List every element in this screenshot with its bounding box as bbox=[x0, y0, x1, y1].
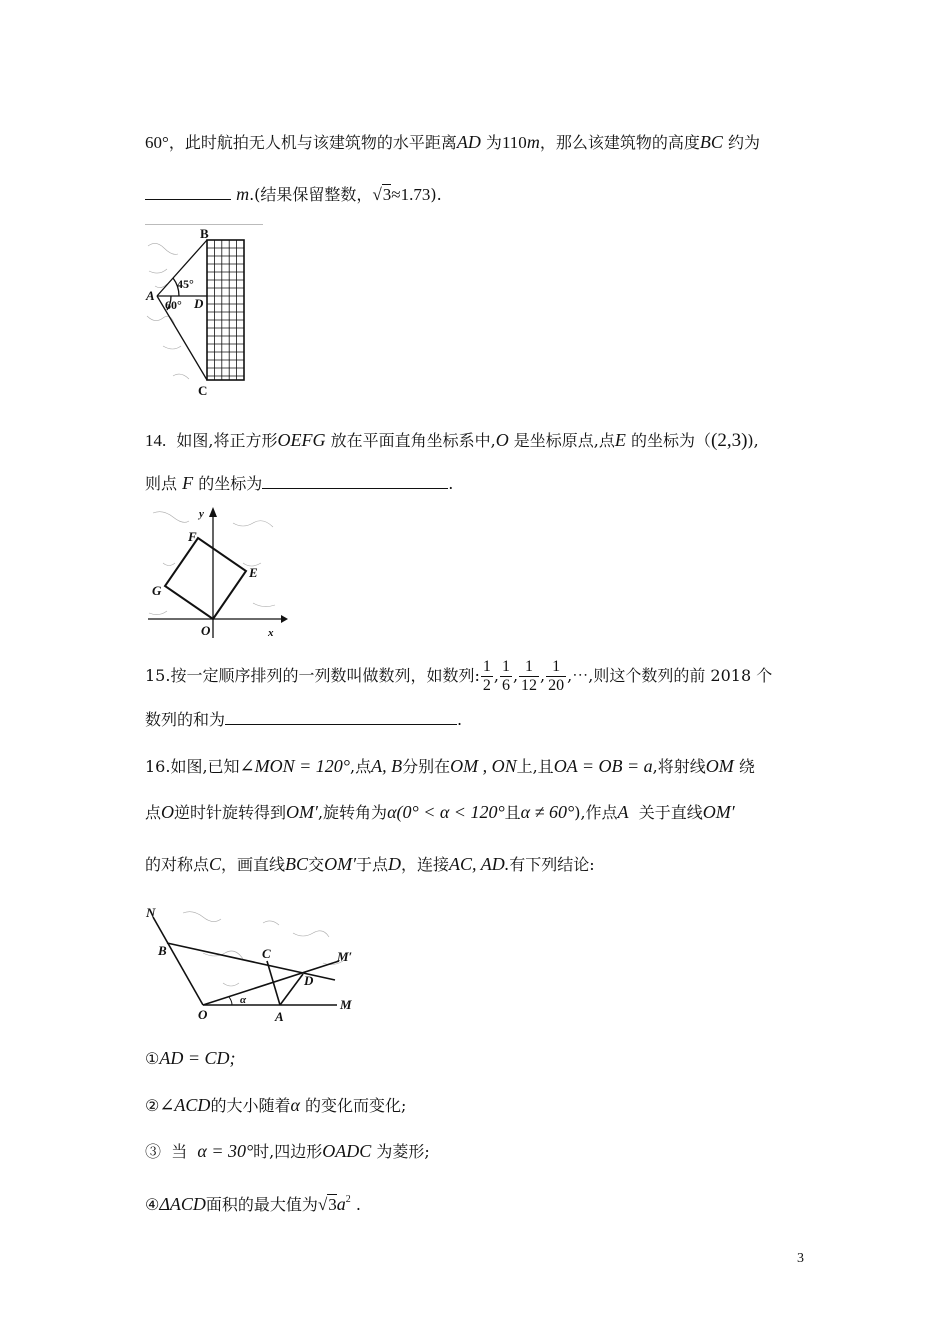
label-F: F bbox=[188, 529, 197, 544]
building bbox=[207, 240, 244, 380]
q14-line2: 则点 F 的坐标为 . bbox=[145, 473, 454, 493]
label-x: x bbox=[268, 627, 274, 639]
figure-rotation bbox=[143, 893, 365, 1026]
q13-line1: 60°，此时航拍无人机与该建筑物的水平距离AD 为110m，那么该建筑物的高度BC 约为 bbox=[145, 132, 760, 152]
conclusion-1: ①AD = CD; bbox=[145, 1048, 236, 1068]
answer-blank-13[interactable] bbox=[145, 183, 231, 200]
q16-line3: 的对称点C，画直线BC交OM′于点D，连接AC, AD.有下列结论: bbox=[145, 854, 595, 874]
q16-line2: 点O逆时针旋转得到OM′,旋转角为α(0° < α < 120°且α ≠ 60°),作点A 关于直线OM′ bbox=[145, 802, 735, 822]
q14-line1: 14. 如图,将正方形OEFG 放在平面直角坐标系中,O 是坐标原点,点E 的坐标为（(2,3)), bbox=[145, 430, 759, 451]
fraction-3: $\frac{1}{12}$ bbox=[521, 658, 538, 694]
label-C: C bbox=[198, 383, 208, 398]
fraction-4: $\frac{1}{20}$ bbox=[548, 658, 565, 694]
fraction-1: $\frac{1}{2}$ bbox=[482, 658, 491, 694]
label-B: B bbox=[200, 226, 209, 241]
label-y: y bbox=[199, 508, 204, 520]
label-C: C bbox=[262, 946, 271, 961]
x-axis-arrow bbox=[281, 615, 288, 623]
answer-blank-15[interactable] bbox=[225, 708, 457, 725]
q15-line2: 数列的和为 . bbox=[145, 710, 463, 729]
label-O: O bbox=[201, 623, 211, 638]
answer-blank-14[interactable] bbox=[262, 472, 448, 489]
label-A: A bbox=[146, 288, 155, 303]
angle-arc-alpha bbox=[229, 997, 232, 1005]
q13-line2: m.(结果保留整数，√3≈1.73). bbox=[145, 183, 442, 206]
label-B: B bbox=[158, 943, 167, 958]
y-axis-arrow bbox=[209, 507, 217, 517]
label-A: A bbox=[275, 1009, 284, 1024]
figure-building bbox=[143, 226, 253, 401]
label-M: M bbox=[340, 997, 352, 1012]
square-OEFG bbox=[165, 538, 246, 619]
conclusion-2: ②∠ACD的大小随着α 的变化而变化; bbox=[145, 1095, 407, 1115]
label-60: 60° bbox=[165, 298, 182, 312]
page-number: 3 bbox=[797, 1251, 804, 1266]
label-O: O bbox=[198, 1007, 208, 1022]
label-D: D bbox=[304, 973, 314, 988]
ray-ON bbox=[153, 917, 203, 1005]
label-E: E bbox=[249, 565, 258, 580]
divider bbox=[145, 224, 263, 225]
conclusion-3: ③ 当 α = 30°时,四边形OADC 为菱形; bbox=[145, 1141, 430, 1161]
label-G: G bbox=[152, 583, 162, 598]
q16-line1: 16.如图,已知∠MON = 120°,点A, B分别在OM , ON上,且OA = OB = a,将射线OM 绕 bbox=[145, 756, 755, 776]
figure-square bbox=[143, 503, 288, 643]
label-D: D bbox=[194, 296, 204, 311]
q15-line1: 15.按一定顺序排列的一列数叫做数列，如数列: $\frac{1}{2}$ , $\frac{1}{6}$ , $\frac{1}{12}$ , $\frac{1}{20}$ ,⋯,则这个数列的前 2018 个 bbox=[145, 658, 773, 694]
label-Mp: M′ bbox=[337, 949, 353, 964]
figure-noise bbox=[149, 512, 275, 615]
label-45: 45° bbox=[177, 277, 194, 291]
fraction-2: $\frac{1}{6}$ bbox=[501, 658, 510, 694]
label-alpha: α bbox=[240, 994, 247, 1006]
label-N: N bbox=[146, 905, 156, 920]
conclusion-4: ④ΔACD面积的最大值为$√3a^2$ . bbox=[145, 1194, 361, 1214]
